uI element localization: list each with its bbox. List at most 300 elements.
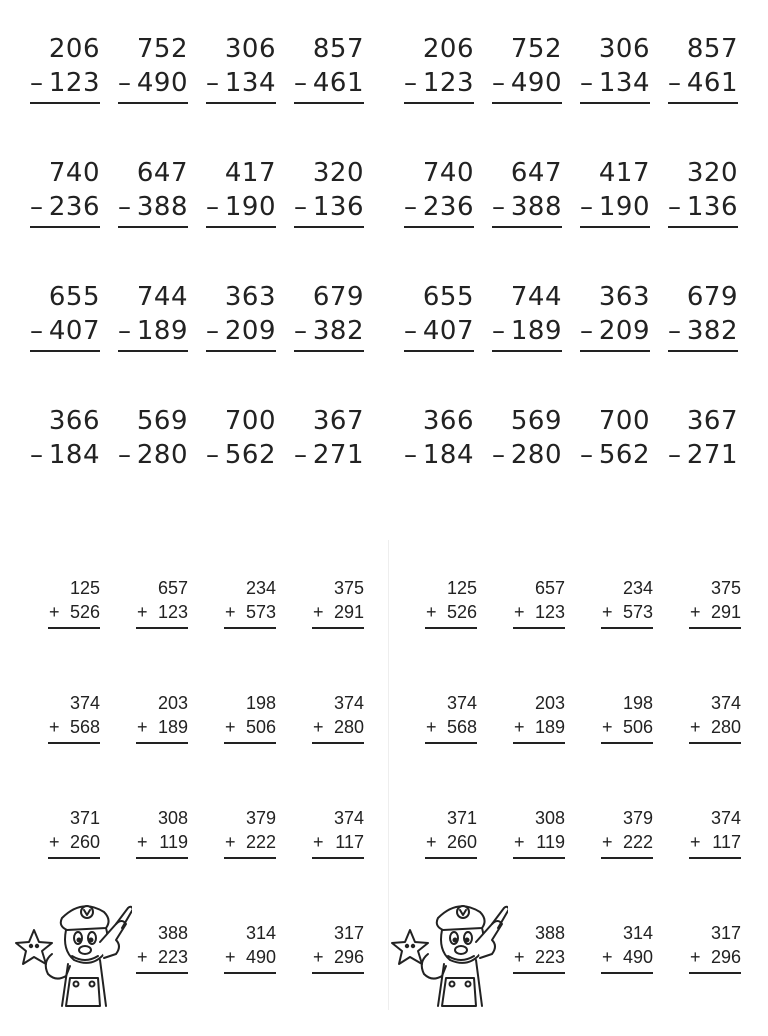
plus-sign: + xyxy=(690,602,701,622)
plus-sign: + xyxy=(426,717,437,737)
subtrahend: 461 xyxy=(686,68,738,98)
addition-problem xyxy=(601,806,653,921)
addition-problem xyxy=(136,806,188,921)
subtraction-problem xyxy=(668,32,738,156)
minuend: 857 xyxy=(686,34,738,64)
cartoon-plumber-with-star-icon xyxy=(12,898,132,1008)
subtrahend-line xyxy=(206,314,276,352)
subtraction-problem xyxy=(492,404,562,467)
addend-bottom: 222 xyxy=(622,832,653,852)
minuend: 569 xyxy=(136,406,188,436)
subtraction-problem xyxy=(206,156,276,280)
subtrahend-line xyxy=(30,314,100,352)
minuend: 752 xyxy=(510,34,562,64)
addend-bottom: 573 xyxy=(622,602,653,622)
addend-line xyxy=(48,715,100,744)
subtrahend-line xyxy=(668,438,738,467)
plus-sign: + xyxy=(49,602,60,622)
subtraction-problem xyxy=(206,404,276,467)
minuend: 655 xyxy=(48,282,100,312)
addition-problem xyxy=(224,806,276,921)
plus-sign: + xyxy=(690,717,701,737)
subtrahend: 407 xyxy=(48,316,100,346)
addend-line xyxy=(425,600,477,629)
plus-sign: + xyxy=(225,832,236,852)
addend-line xyxy=(601,600,653,629)
subtraction-problem xyxy=(206,32,276,156)
subtraction-problem xyxy=(118,280,188,404)
subtrahend: 134 xyxy=(598,68,650,98)
minus-sign: – xyxy=(118,316,132,346)
addend-top: 203 xyxy=(157,693,188,713)
addend-bottom: 506 xyxy=(622,717,653,737)
subtrahend-line xyxy=(404,66,474,104)
addend-top: 308 xyxy=(534,808,565,828)
minus-sign: – xyxy=(580,316,594,346)
addend-line xyxy=(224,715,276,744)
addend-top: 234 xyxy=(245,578,276,598)
subtraction-problem xyxy=(294,280,364,404)
subtrahend: 236 xyxy=(48,192,100,222)
plus-sign: + xyxy=(426,832,437,852)
addend-top: 388 xyxy=(534,923,565,943)
subtraction-grid xyxy=(404,32,754,467)
subtrahend: 184 xyxy=(48,440,100,467)
addend-top: 317 xyxy=(333,923,364,943)
plus-sign: + xyxy=(690,832,701,852)
subtrahend: 190 xyxy=(224,192,276,222)
subtraction-problem xyxy=(580,32,650,156)
addend-bottom: 526 xyxy=(69,602,100,622)
addition-problem xyxy=(312,691,364,806)
plus-sign: + xyxy=(514,602,525,622)
minuend: 679 xyxy=(686,282,738,312)
addend-line xyxy=(224,600,276,629)
addend-bottom: 189 xyxy=(534,717,565,737)
subtrahend: 490 xyxy=(510,68,562,98)
subtraction-problem xyxy=(404,280,474,404)
minus-sign: – xyxy=(492,316,506,346)
addend-line xyxy=(689,945,741,974)
minuend: 700 xyxy=(224,406,276,436)
addition-problem xyxy=(689,806,741,921)
addend-line xyxy=(136,600,188,629)
minus-sign: – xyxy=(580,440,594,467)
addend-bottom: 189 xyxy=(157,717,188,737)
addend-bottom: 296 xyxy=(710,947,741,967)
addend-top: 371 xyxy=(69,808,100,828)
plus-sign: + xyxy=(602,832,613,852)
minuend: 740 xyxy=(422,158,474,188)
addend-top: 379 xyxy=(245,808,276,828)
subtraction-problem xyxy=(580,404,650,467)
subtrahend-line xyxy=(206,190,276,228)
addition-problem xyxy=(224,691,276,806)
subtrahend: 271 xyxy=(312,440,364,467)
addend-line xyxy=(601,715,653,744)
minuend: 320 xyxy=(686,158,738,188)
addend-top: 314 xyxy=(245,923,276,943)
subtraction-problem xyxy=(668,280,738,404)
addend-top: 374 xyxy=(710,693,741,713)
subtrahend: 388 xyxy=(136,192,188,222)
subtraction-worksheet-left xyxy=(30,32,380,467)
subtrahend-line xyxy=(118,66,188,104)
addend-bottom: 260 xyxy=(69,832,100,852)
plus-sign: + xyxy=(49,717,60,737)
addition-problem xyxy=(513,576,565,691)
minuend: 366 xyxy=(48,406,100,436)
subtraction-problem xyxy=(294,404,364,467)
addend-bottom: 223 xyxy=(157,947,188,967)
addition-problem xyxy=(425,576,477,691)
addend-bottom: 573 xyxy=(245,602,276,622)
addend-bottom: 568 xyxy=(69,717,100,737)
addition-problem xyxy=(689,691,741,806)
addend-top: 374 xyxy=(710,808,741,828)
subtrahend: 562 xyxy=(224,440,276,467)
minuend: 655 xyxy=(422,282,474,312)
addend-top: 234 xyxy=(622,578,653,598)
addend-top: 371 xyxy=(446,808,477,828)
subtrahend-line xyxy=(294,66,364,104)
minuend: 740 xyxy=(48,158,100,188)
addend-top: 375 xyxy=(333,578,364,598)
subtrahend-line xyxy=(30,66,100,104)
subtrahend: 280 xyxy=(510,440,562,467)
subtraction-problem xyxy=(668,404,738,467)
subtrahend-line xyxy=(580,66,650,104)
subtrahend-line xyxy=(404,190,474,228)
plus-sign: + xyxy=(313,717,324,737)
addend-top: 388 xyxy=(157,923,188,943)
minuend: 647 xyxy=(510,158,562,188)
plus-sign: + xyxy=(690,947,701,967)
subtraction-problem xyxy=(206,280,276,404)
addend-line xyxy=(601,945,653,974)
minus-sign: – xyxy=(580,68,594,98)
minuend: 367 xyxy=(312,406,364,436)
subtrahend-line xyxy=(492,438,562,467)
minus-sign: – xyxy=(668,68,682,98)
minuend: 569 xyxy=(510,406,562,436)
plus-sign: + xyxy=(137,602,148,622)
addend-top: 125 xyxy=(446,578,477,598)
subtrahend: 382 xyxy=(686,316,738,346)
minuend: 306 xyxy=(224,34,276,64)
subtrahend-line xyxy=(118,438,188,467)
addition-problem xyxy=(224,576,276,691)
addend-top: 374 xyxy=(333,693,364,713)
addend-line xyxy=(513,600,565,629)
addend-line xyxy=(312,600,364,629)
subtrahend: 123 xyxy=(48,68,100,98)
minus-sign: – xyxy=(30,192,44,222)
subtrahend-line xyxy=(30,190,100,228)
addition-problem xyxy=(312,806,364,921)
addition-problem xyxy=(312,921,364,1036)
minuend: 744 xyxy=(510,282,562,312)
addend-top: 198 xyxy=(245,693,276,713)
minus-sign: – xyxy=(404,316,418,346)
minuend: 366 xyxy=(422,406,474,436)
minus-sign: – xyxy=(206,440,220,467)
minuend: 417 xyxy=(224,158,276,188)
subtrahend: 136 xyxy=(312,192,364,222)
plus-sign: + xyxy=(137,947,148,967)
subtrahend: 189 xyxy=(136,316,188,346)
addend-line xyxy=(425,830,477,859)
addend-top: 308 xyxy=(157,808,188,828)
plus-sign: + xyxy=(225,717,236,737)
addend-top: 198 xyxy=(622,693,653,713)
addend-bottom: 280 xyxy=(710,717,741,737)
minus-sign: – xyxy=(30,68,44,98)
addend-top: 657 xyxy=(534,578,565,598)
subtrahend-line xyxy=(206,438,276,467)
addend-bottom: 117 xyxy=(712,832,741,852)
addend-bottom: 291 xyxy=(710,602,741,622)
subtraction-problem xyxy=(580,156,650,280)
subtrahend-line xyxy=(206,66,276,104)
addition-problem xyxy=(425,691,477,806)
subtrahend: 407 xyxy=(422,316,474,346)
minuend: 417 xyxy=(598,158,650,188)
plus-sign: + xyxy=(313,947,324,967)
addend-top: 314 xyxy=(622,923,653,943)
minuend: 363 xyxy=(598,282,650,312)
addend-line xyxy=(136,715,188,744)
minus-sign: – xyxy=(580,192,594,222)
minus-sign: – xyxy=(206,192,220,222)
subtrahend: 189 xyxy=(510,316,562,346)
subtrahend-line xyxy=(668,314,738,352)
subtraction-problem xyxy=(492,32,562,156)
addition-problem xyxy=(136,921,188,1036)
addition-problem xyxy=(689,921,741,1036)
addend-line xyxy=(689,830,741,859)
addition-problem xyxy=(601,691,653,806)
minuend: 306 xyxy=(598,34,650,64)
subtrahend: 236 xyxy=(422,192,474,222)
minus-sign: – xyxy=(492,68,506,98)
plus-sign: + xyxy=(602,717,613,737)
minus-sign: – xyxy=(294,316,308,346)
minus-sign: – xyxy=(118,440,132,467)
addend-line xyxy=(689,600,741,629)
subtrahend: 184 xyxy=(422,440,474,467)
addend-bottom: 291 xyxy=(333,602,364,622)
addend-bottom: 260 xyxy=(446,832,477,852)
minus-sign: – xyxy=(668,192,682,222)
addend-top: 374 xyxy=(69,693,100,713)
minuend: 744 xyxy=(136,282,188,312)
subtrahend: 562 xyxy=(598,440,650,467)
addend-line xyxy=(48,600,100,629)
addend-line xyxy=(224,945,276,974)
addition-problem xyxy=(48,576,100,691)
subtraction-grid xyxy=(30,32,380,467)
subtraction-problem xyxy=(404,156,474,280)
minuend: 206 xyxy=(48,34,100,64)
subtrahend-line xyxy=(492,66,562,104)
plus-sign: + xyxy=(514,947,525,967)
minus-sign: – xyxy=(492,192,506,222)
plus-sign: + xyxy=(602,947,613,967)
subtrahend: 271 xyxy=(686,440,738,467)
plus-sign: + xyxy=(137,832,148,852)
subtrahend: 190 xyxy=(598,192,650,222)
addend-bottom: 119 xyxy=(159,832,188,852)
addend-bottom: 568 xyxy=(446,717,477,737)
plus-sign: + xyxy=(137,717,148,737)
subtrahend-line xyxy=(492,314,562,352)
addition-problem xyxy=(312,576,364,691)
addend-line xyxy=(601,830,653,859)
subtrahend: 136 xyxy=(686,192,738,222)
subtraction-problem xyxy=(580,280,650,404)
minus-sign: – xyxy=(404,440,418,467)
addend-bottom: 119 xyxy=(536,832,565,852)
addend-top: 657 xyxy=(157,578,188,598)
plus-sign: + xyxy=(602,602,613,622)
subtrahend: 123 xyxy=(422,68,474,98)
subtrahend-line xyxy=(580,314,650,352)
addition-problem xyxy=(513,806,565,921)
plus-sign: + xyxy=(514,717,525,737)
plus-sign: + xyxy=(313,832,324,852)
minuend: 367 xyxy=(686,406,738,436)
addend-line xyxy=(312,945,364,974)
subtrahend: 490 xyxy=(136,68,188,98)
subtraction-problem xyxy=(118,156,188,280)
minus-sign: – xyxy=(492,440,506,467)
minuend: 700 xyxy=(598,406,650,436)
plus-sign: + xyxy=(514,832,525,852)
cartoon-plumber-with-star-icon xyxy=(388,898,508,1008)
addend-bottom: 506 xyxy=(245,717,276,737)
subtraction-worksheet-right xyxy=(404,32,754,467)
subtraction-problem xyxy=(30,156,100,280)
minus-sign: – xyxy=(404,192,418,222)
minuend: 679 xyxy=(312,282,364,312)
subtrahend-line xyxy=(294,190,364,228)
minus-sign: – xyxy=(668,440,682,467)
addend-bottom: 223 xyxy=(534,947,565,967)
addend-top: 379 xyxy=(622,808,653,828)
minus-sign: – xyxy=(294,192,308,222)
subtraction-problem xyxy=(492,280,562,404)
addend-line xyxy=(312,715,364,744)
minus-sign: – xyxy=(30,316,44,346)
subtrahend-line xyxy=(404,314,474,352)
subtrahend-line xyxy=(118,314,188,352)
addend-line xyxy=(136,945,188,974)
subtrahend-line xyxy=(668,190,738,228)
subtrahend-line xyxy=(580,438,650,467)
addition-problem xyxy=(601,921,653,1036)
addend-line xyxy=(425,715,477,744)
subtraction-problem xyxy=(404,32,474,156)
addition-problem xyxy=(513,921,565,1036)
minus-sign: – xyxy=(118,192,132,222)
subtraction-problem xyxy=(492,156,562,280)
subtrahend-line xyxy=(492,190,562,228)
subtrahend: 280 xyxy=(136,440,188,467)
addend-line xyxy=(136,830,188,859)
minus-sign: – xyxy=(668,316,682,346)
subtraction-section xyxy=(0,0,768,467)
minus-sign: – xyxy=(294,440,308,467)
subtrahend-line xyxy=(118,190,188,228)
subtrahend: 461 xyxy=(312,68,364,98)
minus-sign: – xyxy=(206,68,220,98)
minus-sign: – xyxy=(404,68,418,98)
subtrahend: 209 xyxy=(598,316,650,346)
subtrahend: 388 xyxy=(510,192,562,222)
plus-sign: + xyxy=(426,602,437,622)
addend-bottom: 117 xyxy=(335,832,364,852)
plus-sign: + xyxy=(49,832,60,852)
minuend: 752 xyxy=(136,34,188,64)
subtraction-problem xyxy=(404,404,474,467)
subtraction-problem xyxy=(118,32,188,156)
subtrahend-line xyxy=(294,314,364,352)
addend-bottom: 296 xyxy=(333,947,364,967)
minuend: 857 xyxy=(312,34,364,64)
minus-sign: – xyxy=(294,68,308,98)
addend-top: 375 xyxy=(710,578,741,598)
minus-sign: – xyxy=(30,440,44,467)
addend-top: 203 xyxy=(534,693,565,713)
addition-problem xyxy=(136,691,188,806)
addend-bottom: 280 xyxy=(333,717,364,737)
addend-bottom: 490 xyxy=(622,947,653,967)
subtraction-problem xyxy=(118,404,188,467)
addend-bottom: 222 xyxy=(245,832,276,852)
plus-sign: + xyxy=(225,947,236,967)
subtraction-problem xyxy=(30,404,100,467)
addend-top: 317 xyxy=(710,923,741,943)
subtrahend-line xyxy=(294,438,364,467)
subtrahend-line xyxy=(580,190,650,228)
plus-sign: + xyxy=(313,602,324,622)
addend-line xyxy=(224,830,276,859)
minus-sign: – xyxy=(206,316,220,346)
subtraction-problem xyxy=(294,156,364,280)
addition-problem xyxy=(601,576,653,691)
subtrahend: 209 xyxy=(224,316,276,346)
minus-sign: – xyxy=(118,68,132,98)
subtraction-problem xyxy=(30,280,100,404)
addend-top: 374 xyxy=(446,693,477,713)
addition-problem xyxy=(48,691,100,806)
plus-sign: + xyxy=(225,602,236,622)
subtrahend-line xyxy=(30,438,100,467)
addition-problem xyxy=(513,691,565,806)
subtraction-problem xyxy=(668,156,738,280)
addition-problem xyxy=(689,576,741,691)
addend-line xyxy=(513,830,565,859)
addend-line xyxy=(513,945,565,974)
addend-line xyxy=(689,715,741,744)
addition-problem xyxy=(224,921,276,1036)
subtrahend: 382 xyxy=(312,316,364,346)
addend-line xyxy=(312,830,364,859)
addend-line xyxy=(513,715,565,744)
addition-problem xyxy=(136,576,188,691)
minuend: 320 xyxy=(312,158,364,188)
